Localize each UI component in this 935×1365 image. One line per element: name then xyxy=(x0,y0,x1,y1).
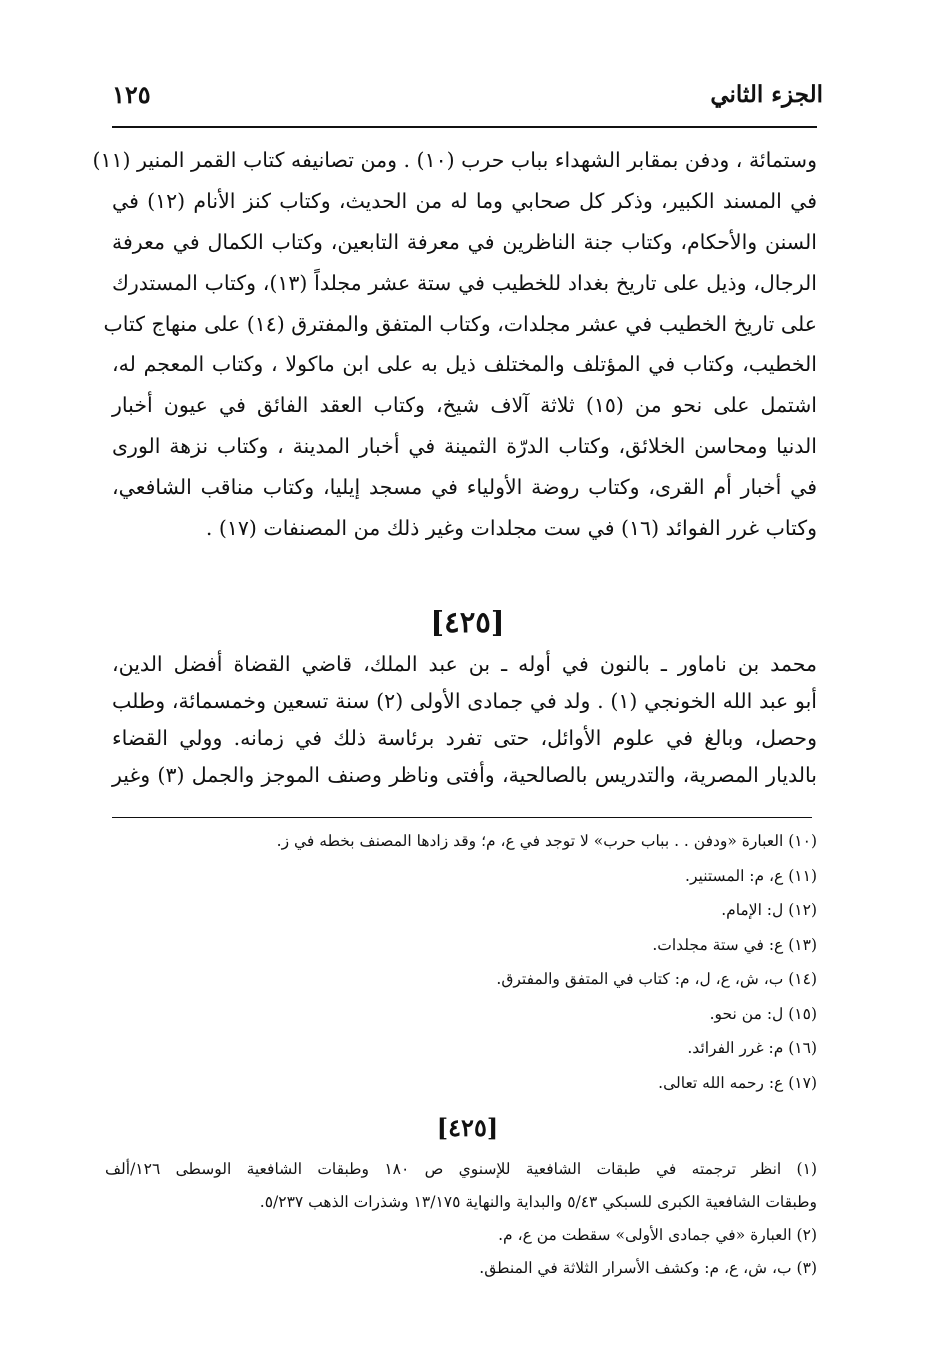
text-line: في المسند الكبير، وذكر كل صحابي وما له من الحديث، وكتاب كنز الأنام (١٢) في xyxy=(112,188,817,213)
footnote: (١٤) ب، ش، ع، ل، م: كتاب في المتفق والمفترق. xyxy=(496,970,817,988)
text-line: الدنيا ومحاسن الخلائق، وكتاب الدرّة الثمينة في أخبار المدينة ، وكتاب نزهة الورى xyxy=(112,434,817,459)
footnote: (١٣) ع: في ستة مجلدات. xyxy=(652,935,817,954)
entry-number: [٤٢٥] xyxy=(430,605,505,639)
footnote: (١) انظر ترجمته في طبقات الشافعية للإسنوي ص ١٨٠ وطبقات الشافعية الوسطى ١٢٦/ألف xyxy=(105,1160,817,1178)
footnotes-entry-heading: [٤٢٥] xyxy=(436,1113,499,1142)
page-number: ١٢٥ xyxy=(112,79,151,109)
footnote-rule xyxy=(112,817,812,818)
footnote: (١١) ع، م: المستنير. xyxy=(685,866,817,885)
footnote: (١٦) م: غرر الفرائد. xyxy=(687,1039,817,1057)
entry-line: أبو عبد الله الخونجي (١) . ولد في جمادى الأولى (٢) سنة تسعين وخمسمائة، وطلب xyxy=(112,689,817,713)
text-line: وكتاب غرر الفوائد (١٦) في ست مجلدات وغير ذلك من المصنفات (١٧) . xyxy=(205,516,817,541)
text-line: السنن والأحكام، وكتاب جنة الناظرين في معرفة التابعين، وكتاب الكمال في معرفة xyxy=(112,229,817,254)
text-line: الرجال، وذيل على تاريخ بغداد للخطيب في ستة عشر مجلداً (١٣)، وكتاب المستدرك xyxy=(112,270,817,295)
entry-line: محمد بن ناماور ـ بالنون في أوله ـ بن عبد الملك، قاضي القضاة أفضل الدين، xyxy=(112,652,817,676)
footnotes-previous-entry xyxy=(112,824,817,1100)
footnote: (٢) العبارة «في جمادى الأولى» سقطت من ع، م. xyxy=(498,1226,817,1244)
text-line: الخطيب، وكتاب في المؤتلف والمختلف ذيل به على ابن ماكولا ، وكتاب المعجم له، xyxy=(112,352,817,377)
entry-line: وحصل، وبالغ في علوم الأوائل، حتى تفرد برئاسة ذلك في زمانه. وولي القضاء xyxy=(112,726,817,750)
entry-text xyxy=(112,646,817,794)
footnote: (١٠) العبارة «ودفن . . بباب حرب» لا توجد في ع، م؛ وقد زادها المصنف بخطه في ز. xyxy=(276,832,817,850)
footnotes-current-entry xyxy=(105,1153,817,1285)
text-line: وستمائة ، ودفن بمقابر الشهداء بباب حرب (١٠) . ومن تصانيفه كتاب القمر المنير (١١) xyxy=(92,148,817,172)
footnote: (١٧) ع: رحمه الله تعالى. xyxy=(658,1073,817,1092)
entry-line: بالديار المصرية، والتدريس بالصالحية، وأفتى وناظر وصنف الموجز والجمل (٣) وغير xyxy=(112,763,817,787)
footnote: (٣) ب، ش، ع، م: وكشف الأسرار الثلاثة في المنطق. xyxy=(479,1259,817,1277)
footnote: (١٥) ل: من نحو. xyxy=(709,1004,817,1023)
text-line: على تاريخ الخطيب في عشر مجلدات، وكتاب المتفق والمفترق (١٤) على منهاج كتاب xyxy=(103,311,817,336)
footnote: وطبقات الشافعية الكبرى للسبكي ٥/٤٣ والبداية والنهاية ١٣/١٧٥ وشذرات الذهب ٥/٢٣٧. xyxy=(259,1193,817,1211)
running-head xyxy=(112,74,823,114)
text-line: في أخبار أم القرى، وكتاب روضة الأولياء في مسجد إيليا، وكتاب مناقب الشافعي، xyxy=(112,475,817,500)
footnote: (١٢) ل: الإمام. xyxy=(721,901,817,919)
main-text xyxy=(92,140,817,549)
header-rule xyxy=(112,126,817,128)
text-line: اشتمل على نحو من (١٥) ثلاثة آلاف شيخ، وكتاب العقد الفائق في عيون أخبار xyxy=(112,393,817,418)
running-title: الجزء الثاني xyxy=(710,80,823,108)
